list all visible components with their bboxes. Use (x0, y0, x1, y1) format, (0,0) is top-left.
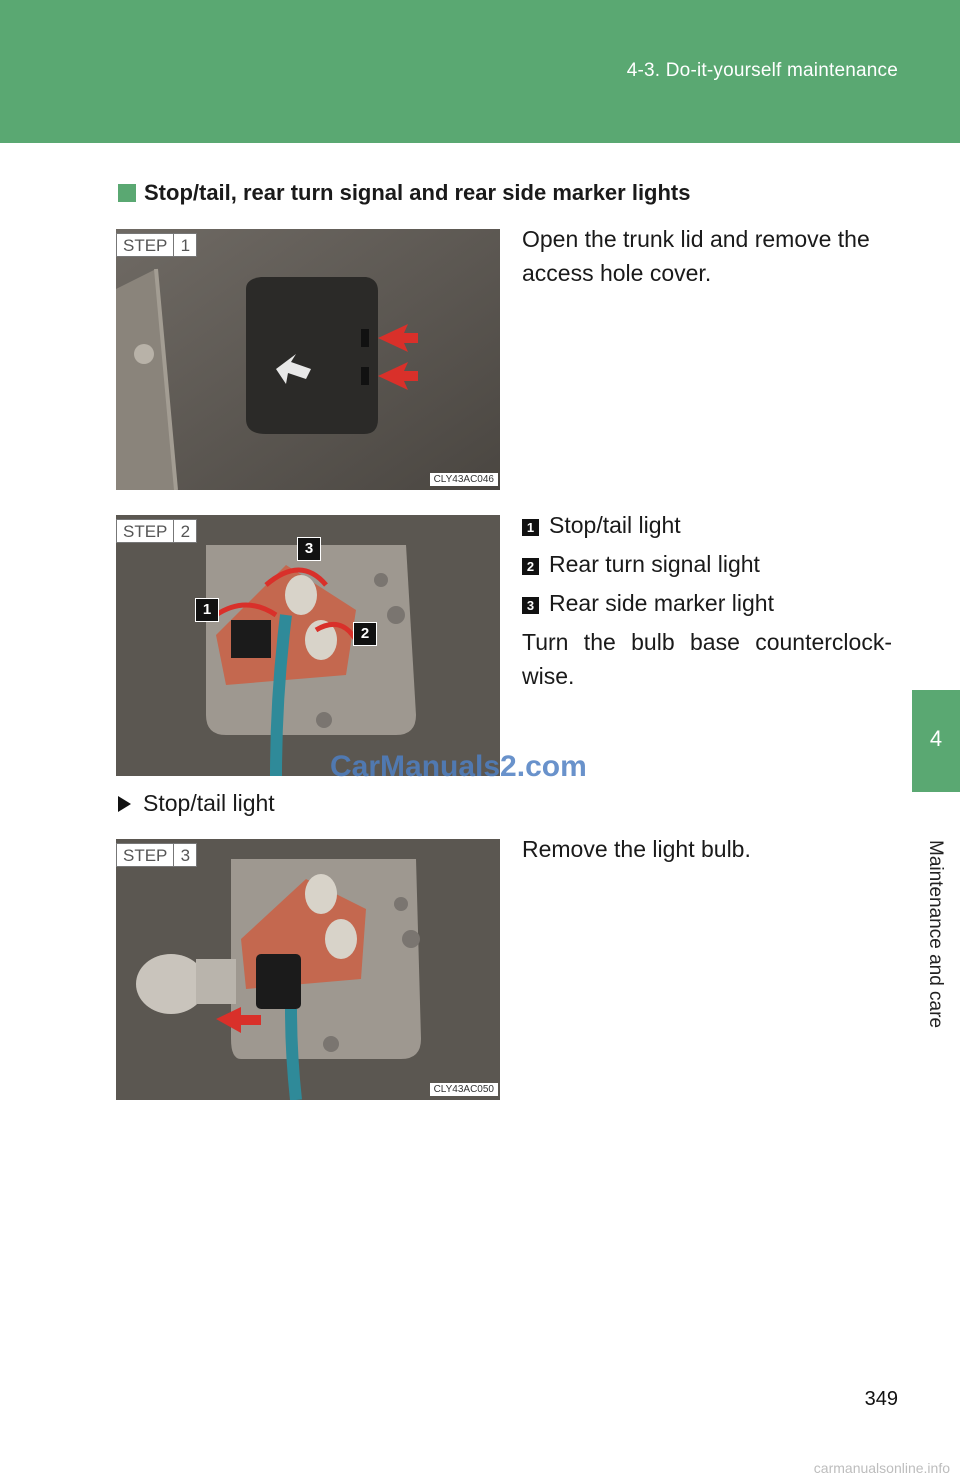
step-label: STEP (116, 843, 174, 867)
bullet-item (118, 790, 275, 817)
step2-text: Turn the bulb base counterclock-wise. (522, 629, 892, 689)
legend-item-3 (522, 586, 774, 620)
footer-watermark: carmanualsonline.info (813, 1460, 950, 1476)
chapter-tab (912, 690, 960, 792)
legend-label: Stop/tail light (549, 512, 681, 538)
triangle-bullet-icon (118, 796, 131, 812)
step3-tag (116, 843, 197, 867)
watermark: CarManuals2.com (330, 750, 587, 783)
step3-photo (116, 839, 500, 1100)
section-square-icon (118, 184, 136, 202)
chapter-number: 4 (929, 726, 943, 751)
trunk-cover-illustration (116, 229, 500, 490)
legend-item-1 (522, 508, 681, 542)
step-label: STEP (116, 233, 174, 257)
step1-text: Open the trunk lid and remove the access hole cover. (522, 226, 870, 286)
header-section-title: 4-3. Do-it-yourself maintenance (626, 60, 898, 81)
step2-tag (116, 519, 197, 543)
bulb-removal-illustration (116, 839, 500, 1100)
legend-number: 3 (522, 597, 539, 614)
image-code: CLY43AC050 (430, 1083, 498, 1096)
step3-text: Remove the light bulb. (522, 836, 751, 862)
step1-photo (116, 229, 500, 490)
legend-label: Rear side marker light (549, 590, 774, 616)
callout-2: 2 (353, 622, 377, 646)
legend-number: 2 (522, 558, 539, 575)
section-title (118, 180, 691, 206)
step2-photo (116, 515, 500, 776)
step-label: STEP (116, 519, 174, 543)
legend-item-2 (522, 547, 760, 581)
page-header (0, 0, 960, 143)
image-code: CLY43AC046 (430, 473, 498, 486)
callout-1: 1 (195, 598, 219, 622)
chapter-label: Maintenance and care (925, 839, 946, 1029)
page-number: 349 (864, 1388, 898, 1410)
bullet-text: Stop/tail light (143, 790, 275, 816)
step1-tag (116, 233, 197, 257)
section-title-text: Stop/tail, rear turn signal and rear side marker lights (144, 180, 691, 205)
callout-3: 3 (297, 537, 321, 561)
step-number: 3 (174, 843, 197, 867)
step-number: 2 (174, 519, 197, 543)
legend-label: Rear turn signal light (549, 551, 760, 577)
step-number: 1 (174, 233, 197, 257)
legend-number: 1 (522, 519, 539, 536)
